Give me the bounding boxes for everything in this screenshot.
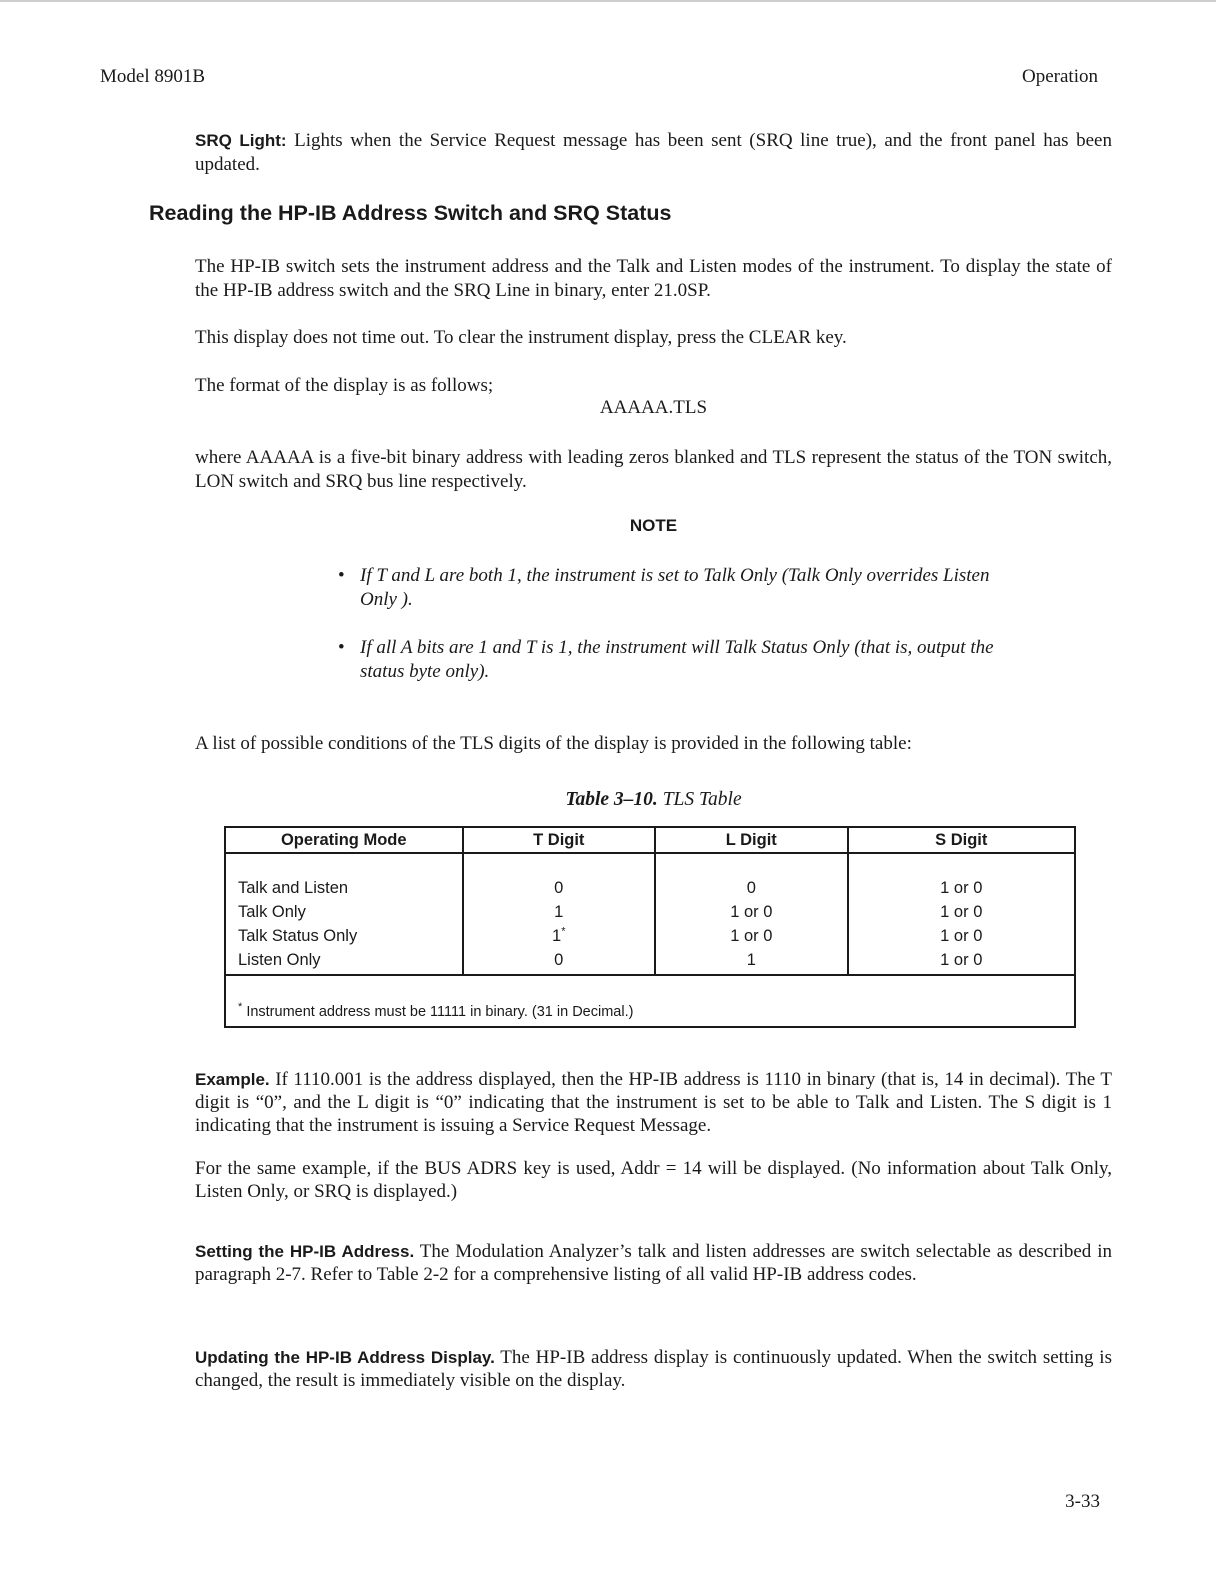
cell-mode: Talk Only (225, 900, 463, 924)
page-number: 3-33 (1065, 1491, 1100, 1512)
bullet-dot-icon: • (338, 565, 345, 586)
table-caption-title: TLS Table (662, 789, 742, 810)
table-spacer-row (225, 853, 1075, 876)
example-paragraph (195, 1068, 1112, 1137)
section-heading: Reading the HP-IB Address Switch and SRQ Status (149, 201, 672, 225)
cell-t-digit-value: 1 (552, 927, 562, 945)
cell-t-digit (463, 924, 656, 948)
srq-light-lead: SRQ Light: (195, 131, 287, 150)
table-footnote-row (225, 975, 1075, 1027)
updating-paragraph (195, 1346, 1112, 1392)
cell-l-digit: 1 or 0 (655, 900, 848, 924)
page-top-rule (0, 0, 1216, 2)
cell-l-digit: 1 or 0 (655, 924, 848, 948)
cell-mode: Talk and Listen (225, 876, 463, 900)
table-row (225, 948, 1075, 975)
srq-light-paragraph (195, 129, 1112, 177)
section-paragraph-2: This display does not time out. To clear the instrument display, press the CLEAR key. (195, 327, 847, 348)
note-title: NOTE (629, 516, 678, 535)
cell-mode: Talk Status Only (225, 924, 463, 948)
table-footnote (225, 975, 1075, 1027)
header-model: Model 8901B (100, 66, 206, 87)
cell-s-digit: 1 or 0 (848, 876, 1075, 900)
cell-mode: Listen Only (225, 948, 463, 975)
cell-t-digit: 0 (463, 876, 656, 900)
table-caption-number: Table 3–10. (565, 789, 658, 810)
note-bullet-text: If T and L are both 1, the instrument is set to Talk Only (Talk Only overrides Listen Only ). (360, 565, 990, 610)
footnote-marker: * (238, 1001, 243, 1014)
setting-text: The Modulation Analyzer’s talk and listen addresses are switch selectable as described in paragraph 2-7. Refer to Table 2-2 for a comprehensive listing of all valid HP-IB address codes. (195, 1241, 1112, 1285)
cell-l-digit: 1 (655, 948, 848, 975)
table-header-row (225, 827, 1075, 853)
note-bullet-text: If all A bits are 1 and T is 1, the instrument will Talk Status Only (that is, output the status byte only). (360, 637, 994, 682)
section-paragraph-4: where AAAAA is a five-bit binary address with leading zeros blanked and TLS represent the status of the TON switch, LON switch and SRQ bus line respectively. (195, 447, 1112, 492)
table-row (225, 900, 1075, 924)
srq-light-text: Lights when the Service Request message has been sent (SRQ line true), and the front panel has been updated. (195, 130, 1112, 175)
example-text: If 1110.001 is the address displayed, then the HP-IB address is 1110 in binary (that is, 14 in decimal). The T digit is “0”, and the L digit is “0” indicating that the instrument is set to be able to Talk and Listen. The S digit is 1 indicating that the instrument is issuing a Service Request Message. (195, 1069, 1112, 1136)
header-t-digit: T Digit (463, 827, 656, 853)
table-caption (195, 789, 1112, 811)
section-paragraph-1: The HP-IB switch sets the instrument address and the Talk and Listen modes of the instrument. To display the state of the HP-IB address switch and the SRQ Line in binary, enter 21.0SP. (195, 256, 1112, 301)
example-lead: Example. (195, 1070, 270, 1089)
tls-table (224, 826, 1076, 1028)
setting-lead: Setting the HP-IB Address. (195, 1242, 415, 1261)
updating-text: The HP-IB address display is continuously updated. When the switch setting is changed, the result is immediately visible on the display. (195, 1347, 1112, 1391)
header-s-digit: S Digit (848, 827, 1075, 853)
header-l-digit: L Digit (655, 827, 848, 853)
cell-t-digit: 0 (463, 948, 656, 975)
display-format: AAAAA.TLS (599, 397, 708, 418)
bullet-dot-icon: • (338, 637, 345, 658)
table-intro: A list of possible conditions of the TLS digits of the display is provided in the following table: (195, 733, 912, 754)
header-operating-mode: Operating Mode (225, 827, 463, 853)
header-section: Operation (1022, 66, 1098, 87)
same-example-paragraph: For the same example, if the BUS ADRS key is used, Addr = 14 will be displayed. (No information about Talk Only, Listen Only, or SRQ is displayed.) (195, 1158, 1112, 1202)
footnote-marker: * (561, 925, 566, 938)
section-paragraph-3: The format of the display is as follows; (195, 375, 494, 396)
setting-paragraph (195, 1240, 1112, 1286)
cell-s-digit: 1 or 0 (848, 900, 1075, 924)
footnote-text: Instrument address must be 11111 in binary. (31 in Decimal.) (246, 1004, 634, 1020)
cell-l-digit: 0 (655, 876, 848, 900)
cell-s-digit: 1 or 0 (848, 948, 1075, 975)
table-row (225, 876, 1075, 900)
updating-lead: Updating the HP-IB Address Display. (195, 1348, 495, 1367)
note-bullet-2 (338, 636, 998, 684)
note-bullet-1 (338, 564, 998, 612)
table-row (225, 924, 1075, 948)
cell-s-digit: 1 or 0 (848, 924, 1075, 948)
cell-t-digit: 1 (463, 900, 656, 924)
